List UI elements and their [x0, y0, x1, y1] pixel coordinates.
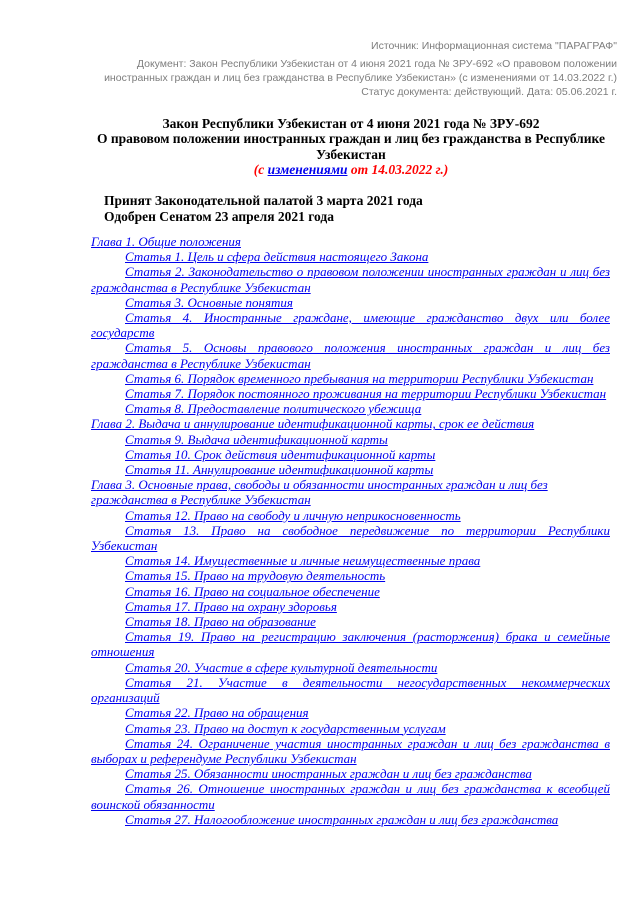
toc-item — [91, 568, 610, 583]
toc-item — [91, 249, 610, 264]
table-of-contents — [91, 234, 610, 827]
document-title-block — [92, 116, 610, 177]
toc-link-7-article[interactable]: Статья 6. Порядок временного пребывания на территории Республики Узбекистан — [125, 370, 594, 386]
toc-item — [91, 401, 610, 416]
toc-link-29-article[interactable]: Статья 26. Отношение иностранных граждан и лиц без гражданства к всеобщей воинской обязанности — [91, 781, 610, 812]
toc-link-30-article[interactable]: Статья 27. Налогообложение иностранных граждан и лиц без гражданства — [125, 811, 559, 827]
toc-link-19-article[interactable]: Статья 16. Право на социальное обеспечение — [125, 583, 380, 599]
toc-link-17-article[interactable]: Статья 14. Имущественные и личные неимущественные права — [125, 553, 481, 569]
toc-item — [91, 416, 610, 431]
toc-link-15-article[interactable]: Статья 12. Право на свободу и личную неприкосновенность — [125, 507, 461, 523]
toc-item — [91, 599, 610, 614]
toc-item — [91, 781, 610, 811]
toc-item — [91, 508, 610, 523]
toc-link-10-chapter[interactable]: Глава 2. Выдача и аннулирование идентификационной карты, срок ее действия — [91, 416, 535, 432]
toc-item — [91, 721, 610, 736]
source-line: Источник: Информационная система "ПАРАГРАФ" — [371, 40, 617, 52]
approved-by-senate-line: Одобрен Сенатом 23 апреля 2021 года — [104, 208, 334, 224]
toc-item — [91, 614, 610, 629]
toc-link-1-chapter[interactable]: Глава 1. Общие положения — [91, 234, 241, 249]
toc-item — [91, 310, 610, 340]
toc-item — [91, 432, 610, 447]
toc-link-2-article[interactable]: Статья 1. Цель и сфера действия настоящего Закона — [125, 249, 429, 265]
amendment-suffix: от 14.03.2022 г.) — [347, 161, 449, 177]
adopted-by-chamber-line: Принят Законодательной палатой 3 марта 2021 года — [104, 193, 423, 208]
toc-item — [91, 766, 610, 781]
toc-item — [91, 812, 610, 827]
toc-item — [91, 553, 610, 568]
toc-item — [91, 295, 610, 310]
toc-link-11-article[interactable]: Статья 9. Выдача идентификационной карты — [125, 431, 388, 447]
toc-item — [91, 705, 610, 720]
document-line: Документ: Закон Республики Узбекистан от 4 июня 2021 года № ЗРУ-692 «О правовом положении иностранных граждан и лиц без гражданства в Республике Узбекистан» (с изменениями от 14.03.2022 г.) — [104, 58, 617, 84]
adoption-block — [104, 193, 610, 224]
toc-link-4-article[interactable]: Статья 3. Основные понятия — [125, 294, 293, 310]
toc-link-27-article[interactable]: Статья 24. Ограничение участия иностранных граждан и лиц без гражданства в выборах и референдуме Республики Узбекистан — [91, 735, 610, 766]
toc-item — [91, 462, 610, 477]
toc-item — [91, 386, 610, 401]
toc-item — [91, 736, 610, 766]
toc-item — [91, 523, 610, 553]
toc-link-21-article[interactable]: Статья 18. Право на образование — [125, 614, 316, 630]
toc-item — [91, 675, 610, 705]
status-line: Статус документа: действующий. Дата: 05.06.2021 г. — [361, 86, 617, 98]
toc-link-5-article[interactable]: Статья 4. Иностранные граждане, имеющие гражданство двух или более государств — [91, 310, 610, 341]
toc-item — [91, 371, 610, 386]
amendment-note — [92, 162, 610, 177]
toc-link-25-article[interactable]: Статья 22. Право на обращения — [125, 705, 309, 721]
toc-link-18-article[interactable]: Статья 15. Право на трудовую деятельность — [125, 568, 386, 584]
toc-item — [91, 477, 610, 507]
toc-link-23-article[interactable]: Статья 20. Участие в сфере культурной деятельности — [125, 659, 438, 675]
toc-link-13-article[interactable]: Статья 11. Аннулирование идентификационной карты — [125, 462, 434, 478]
document-metadata — [95, 39, 617, 99]
toc-link-6-article[interactable]: Статья 5. Основы правового положения иностранных граждан и лиц без гражданства в Республике Узбекистан — [91, 340, 610, 371]
toc-item — [91, 584, 610, 599]
amendment-prefix: (с — [253, 161, 268, 177]
amendment-link[interactable]: изменениями — [267, 161, 348, 177]
toc-item — [91, 660, 610, 675]
toc-link-14-chapter[interactable]: Глава 3. Основные права, свободы и обязанности иностранных граждан и лиц без гражданства в Республике Узбекистан — [91, 477, 548, 508]
toc-link-3-article[interactable]: Статья 2. Законодательство о правовом положении иностранных граждан и лиц без гражданства в Республике Узбекистан — [91, 264, 610, 295]
toc-item — [91, 447, 610, 462]
toc-link-24-article[interactable]: Статья 21. Участие в деятельности негосударственных некоммерческих организаций — [91, 674, 610, 706]
toc-link-22-article[interactable]: Статья 19. Право на регистрацию заключения (расторжения) брака и семейные отношения — [91, 629, 610, 660]
toc-item — [91, 340, 610, 370]
toc-link-28-article[interactable]: Статья 25. Обязанности иностранных граждан и лиц без гражданства — [125, 766, 532, 782]
toc-item — [91, 264, 610, 294]
toc-link-9-article[interactable]: Статья 8. Предоставление политического убежища — [125, 401, 422, 417]
title-line-1: Закон Республики Узбекистан от 4 июня 2021 года № ЗРУ-692 — [162, 116, 540, 131]
toc-link-20-article[interactable]: Статья 17. Право на охрану здоровья — [125, 598, 337, 614]
title-line-2: О правовом положении иностранных граждан и лиц без гражданства в Республике Узбекистан — [97, 131, 605, 162]
toc-link-8-article[interactable]: Статья 7. Порядок постоянного проживания на территории Республики Узбекистан — [125, 386, 607, 402]
toc-link-12-article[interactable]: Статья 10. Срок действия идентификационной карты — [125, 446, 436, 462]
toc-item — [91, 234, 610, 249]
toc-link-16-article[interactable]: Статья 13. Право на свободное передвижение по территории Республики Узбекистан — [91, 522, 610, 554]
toc-item — [91, 629, 610, 659]
toc-link-26-article[interactable]: Статья 23. Право на доступ к государственным услугам — [125, 720, 446, 736]
